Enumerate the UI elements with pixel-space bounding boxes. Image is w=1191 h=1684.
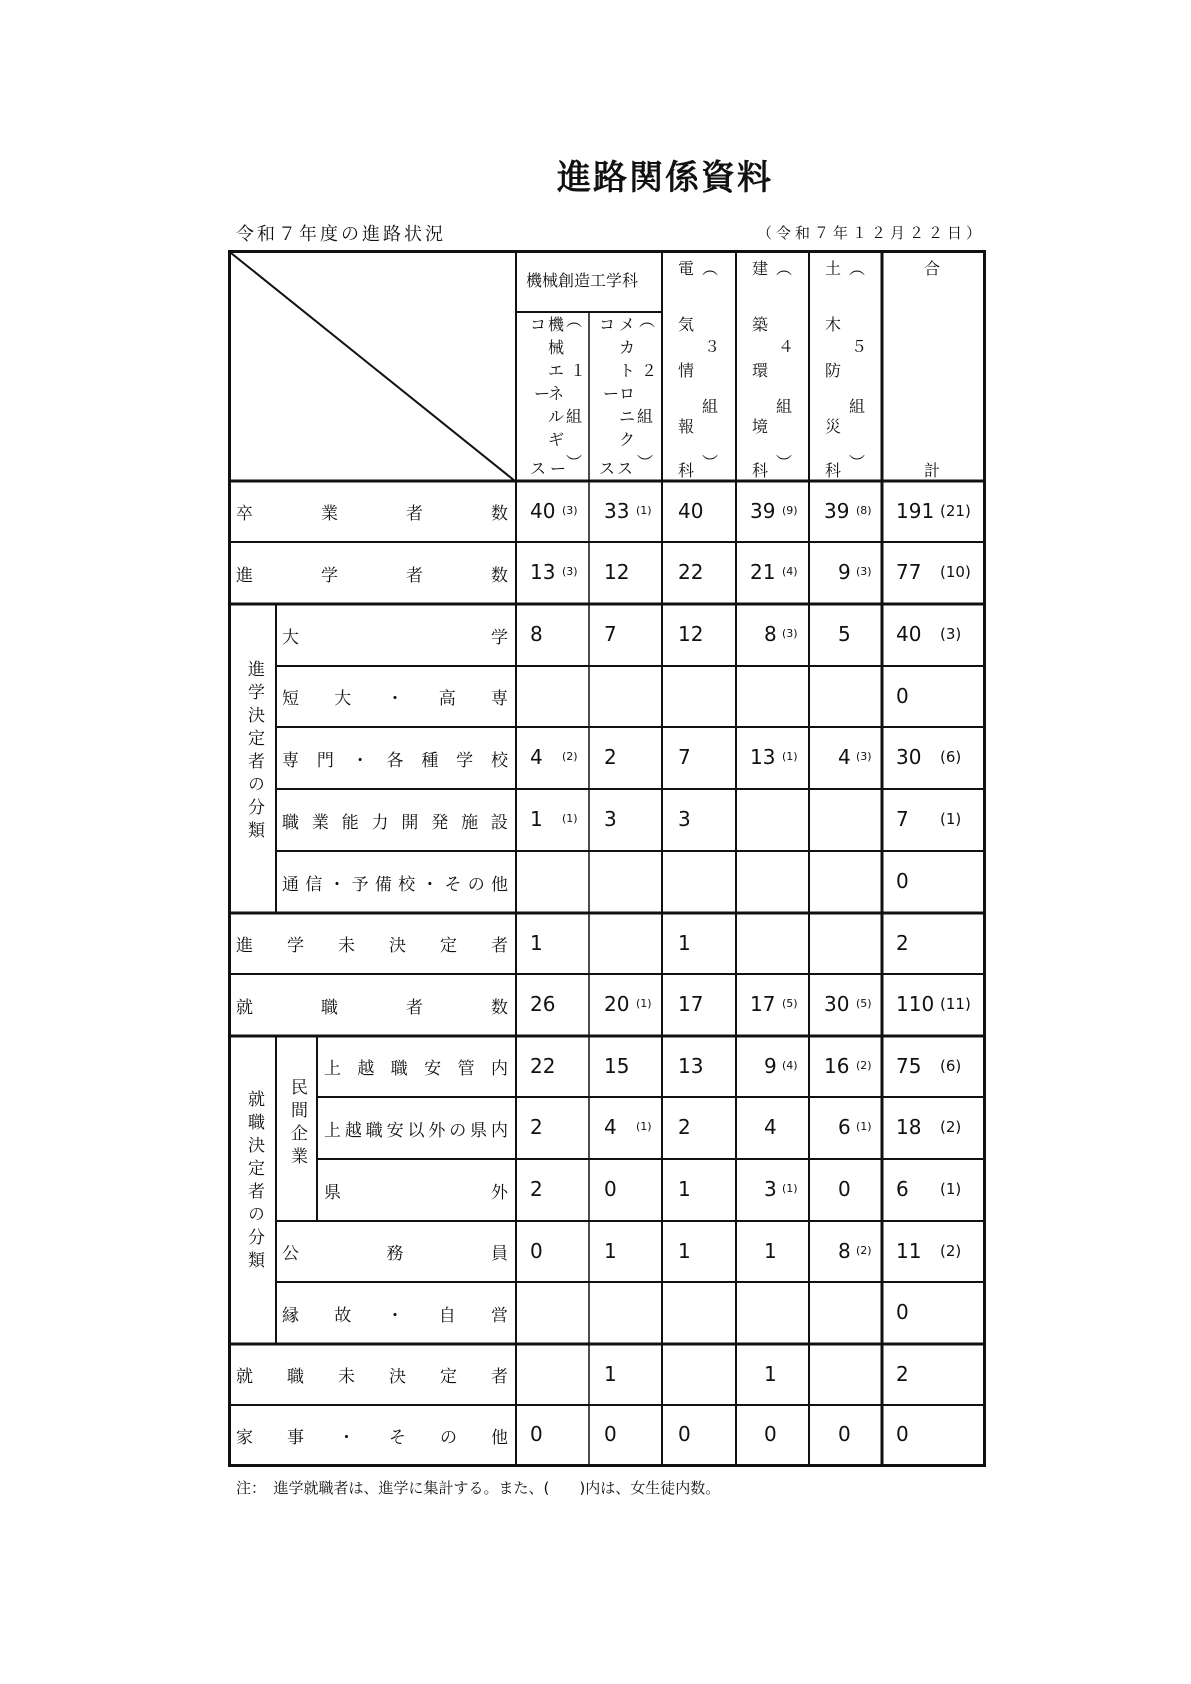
- value-junior-5: 0: [896, 683, 909, 708]
- svg-text:ク: ク: [619, 430, 636, 449]
- label-char: 開: [401, 812, 419, 833]
- value-graduates-3: 39: [750, 498, 776, 523]
- row-label-family: [282, 1282, 508, 1344]
- svg-text:︶: ︶: [702, 453, 719, 472]
- label-char: 数: [491, 565, 508, 586]
- value-home_other-0: 0: [530, 1422, 543, 1446]
- label-char: 進: [236, 565, 253, 586]
- female-count-advancing-3: (4): [782, 565, 798, 578]
- svg-text:︶: ︶: [776, 453, 793, 472]
- female-count-advancing-0: (3): [562, 565, 578, 578]
- female-count-employed-1: (1): [636, 997, 652, 1010]
- label-char: 故: [334, 1305, 352, 1326]
- value-family-5: 0: [896, 1300, 909, 1324]
- value-advancing-4: 9: [838, 560, 851, 584]
- label-char: 員: [491, 1244, 508, 1264]
- label-char: 学: [456, 750, 474, 771]
- label-char: 内: [490, 1059, 508, 1079]
- value-public-5: 11: [896, 1238, 922, 1263]
- svg-text:計: 計: [924, 461, 941, 480]
- label-char: 上: [324, 1120, 341, 1141]
- value-out_pref-3: 3: [764, 1177, 777, 1201]
- col1-header: [522, 312, 586, 488]
- svg-text:木: 木: [825, 315, 842, 334]
- label-char: ・: [386, 1305, 404, 1326]
- svg-text:エ: エ: [548, 361, 565, 380]
- label-char: 専: [491, 689, 508, 709]
- female-count-training-5: (1): [940, 810, 962, 828]
- row-label-emp_undecided: [236, 1344, 508, 1405]
- svg-text:︶: ︶: [637, 453, 654, 472]
- label-char: 進: [236, 936, 253, 956]
- label-char: 校: [398, 874, 416, 895]
- value-other_school-5: 0: [896, 869, 909, 893]
- page-subtitle: 令和７年度の進路状況: [236, 224, 446, 245]
- value-university-0: 8: [530, 622, 543, 646]
- value-out_pref-0: 2: [530, 1177, 543, 1201]
- label-char: 定: [440, 1367, 457, 1387]
- female-count-vocational-3: (1): [782, 750, 798, 763]
- row-label-joetsu: [324, 1036, 508, 1097]
- svg-text:ネ: ネ: [548, 384, 565, 403]
- row-label-out_pref: [324, 1159, 508, 1221]
- svg-text:土: 土: [825, 259, 842, 278]
- label-char: 家: [236, 1427, 253, 1448]
- label-char: 大: [282, 627, 299, 648]
- female-count-university-5: (3): [940, 625, 962, 643]
- value-training-5: 7: [896, 807, 909, 831]
- label-char: 信: [305, 874, 323, 895]
- label-char: 能: [341, 812, 359, 833]
- label-char: 設: [490, 812, 508, 833]
- svg-text:ロ: ロ: [619, 384, 636, 403]
- value-employed-4: 30: [824, 992, 850, 1016]
- svg-text:科: 科: [752, 461, 769, 480]
- total-header: [888, 256, 980, 488]
- value-in_pref-0: 2: [530, 1115, 543, 1139]
- label-char: 門: [316, 750, 334, 771]
- svg-text:気: 気: [678, 315, 695, 334]
- female-count-in_pref-4: (1): [856, 1120, 872, 1133]
- value-vocational-2: 7: [678, 745, 691, 769]
- row-label-graduates: [236, 481, 508, 542]
- col5-header-text: [815, 256, 879, 482]
- value-emp_undecided-1: 1: [604, 1361, 617, 1386]
- row-label-adv_undecided: [236, 913, 508, 974]
- value-employed-0: 26: [530, 992, 556, 1016]
- svg-text:ス: ス: [617, 459, 634, 478]
- label-char: 者: [491, 936, 508, 956]
- svg-text:１: １: [570, 361, 586, 380]
- svg-text:ー: ー: [534, 384, 551, 403]
- value-university-3: 8: [764, 622, 777, 646]
- svg-text:環: 環: [752, 361, 769, 380]
- value-public-1: 1: [604, 1238, 617, 1263]
- svg-text:ギ: ギ: [548, 430, 565, 449]
- row-label-university: [282, 604, 508, 666]
- row-label-home_other: [236, 1405, 508, 1465]
- total-header-text: [888, 256, 980, 482]
- value-public-3: 1: [764, 1238, 777, 1263]
- value-adv_undecided-2: 1: [678, 930, 691, 955]
- label-char: 大: [334, 689, 352, 709]
- svg-text:ス: ス: [530, 459, 547, 478]
- label-char: 者: [406, 997, 423, 1018]
- svg-text:械: 械: [548, 338, 565, 357]
- svg-text:組: 組: [702, 397, 719, 416]
- value-vocational-3: 13: [750, 745, 776, 769]
- page-title: 進路関係資料: [557, 158, 773, 198]
- label-char: ・: [351, 750, 369, 771]
- female-count-vocational-0: (2): [562, 750, 578, 763]
- label-char: 以: [407, 1120, 425, 1141]
- female-count-employed-3: (5): [782, 997, 798, 1010]
- female-count-joetsu-5: (6): [940, 1056, 962, 1075]
- label-char: 外: [491, 1182, 508, 1203]
- emp-classification-label: 就職決定者の分類: [244, 1090, 264, 1274]
- col5-header: [815, 256, 879, 488]
- female-count-training-0: (1): [562, 812, 578, 825]
- value-training-1: 3: [604, 807, 617, 831]
- label-char: 務: [386, 1244, 404, 1264]
- label-char: 決: [389, 1367, 406, 1387]
- value-out_pref-1: 0: [604, 1177, 617, 1201]
- value-in_pref-1: 4: [604, 1115, 617, 1139]
- svg-text:カ: カ: [619, 338, 636, 357]
- value-home_other-4: 0: [838, 1422, 851, 1446]
- svg-text:ル: ル: [548, 407, 565, 426]
- value-home_other-3: 0: [764, 1422, 777, 1446]
- label-char: 数: [491, 997, 508, 1018]
- svg-text:コ: コ: [530, 315, 547, 334]
- value-vocational-1: 2: [604, 745, 617, 769]
- label-char: 高: [438, 689, 456, 709]
- label-char: 県: [324, 1182, 341, 1203]
- label-char: 公: [282, 1244, 299, 1264]
- value-vocational-4: 4: [838, 745, 851, 769]
- female-count-in_pref-5: (2): [940, 1118, 962, 1136]
- label-char: 学: [287, 936, 304, 956]
- value-in_pref-5: 18: [896, 1115, 922, 1139]
- label-char: 専: [282, 750, 299, 771]
- label-char: 者: [491, 1367, 508, 1387]
- value-out_pref-4: 0: [838, 1177, 851, 1201]
- value-advancing-2: 22: [678, 560, 704, 584]
- value-public-0: 0: [530, 1238, 543, 1263]
- value-training-0: 1: [530, 807, 543, 831]
- col4-header-text: [742, 256, 806, 482]
- female-count-employed-4: (5): [856, 997, 872, 1010]
- svg-text:４: ４: [778, 337, 795, 356]
- label-char: ・: [338, 1427, 355, 1448]
- report-date: （令和７年１２月２２日）: [757, 224, 986, 242]
- footnote: 注： 進学就職者は、進学に集計する。また、( )内は、女生徒内数。: [236, 1479, 721, 1497]
- female-count-university-3: (3): [782, 627, 798, 640]
- col2-header: [595, 312, 659, 488]
- label-char: 職: [287, 1367, 304, 1387]
- svg-text:５: ５: [851, 337, 868, 356]
- label-char: 通: [282, 874, 299, 895]
- svg-text:︵: ︵: [566, 312, 583, 330]
- svg-text:３: ３: [704, 337, 721, 356]
- value-graduates-0: 40: [530, 498, 556, 523]
- value-home_other-2: 0: [678, 1422, 691, 1446]
- label-char: 施: [461, 812, 479, 833]
- dept-group-header: 機械創造工学科: [526, 271, 639, 290]
- label-char: 卒: [236, 504, 253, 524]
- value-graduates-4: 39: [824, 498, 850, 523]
- label-char: 内: [491, 1120, 508, 1141]
- value-vocational-5: 30: [896, 745, 922, 769]
- svg-text:ト: ト: [619, 361, 636, 380]
- label-char: 短: [282, 689, 299, 709]
- value-adv_undecided-5: 2: [896, 930, 909, 955]
- label-char: 備: [374, 874, 392, 895]
- female-count-joetsu-4: (2): [856, 1058, 872, 1072]
- female-count-vocational-5: (6): [940, 748, 962, 766]
- svg-text:機: 機: [548, 315, 565, 334]
- svg-text:組: 組: [849, 397, 866, 416]
- svg-text:合: 合: [924, 259, 941, 278]
- label-char: 自: [438, 1305, 456, 1326]
- value-vocational-0: 4: [530, 745, 543, 769]
- col1-header-text: [522, 312, 586, 482]
- svg-text:科: 科: [825, 461, 842, 480]
- svg-text:︵: ︵: [702, 259, 719, 278]
- row-label-in_pref: [324, 1097, 508, 1159]
- label-char: の: [449, 1120, 467, 1141]
- value-home_other-5: 0: [896, 1422, 909, 1446]
- value-university-2: 12: [678, 622, 704, 646]
- svg-text:メ: メ: [619, 315, 636, 334]
- value-employed-3: 17: [750, 992, 776, 1016]
- female-count-employed-5: (11): [940, 995, 971, 1013]
- label-char: の: [440, 1427, 457, 1448]
- value-in_pref-3: 4: [764, 1115, 777, 1139]
- svg-text:情: 情: [678, 361, 695, 380]
- row-label-public: [282, 1221, 508, 1282]
- female-count-public-5: (2): [940, 1241, 962, 1260]
- label-char: 就: [236, 1367, 253, 1387]
- value-home_other-1: 0: [604, 1422, 617, 1446]
- value-employed-2: 17: [678, 992, 704, 1016]
- label-char: 予: [351, 874, 369, 895]
- female-count-advancing-5: (10): [940, 563, 971, 581]
- label-char: ・: [386, 689, 404, 709]
- value-joetsu-4: 16: [824, 1053, 850, 1078]
- label-char: 職: [321, 997, 338, 1018]
- value-employed-1: 20: [604, 992, 630, 1016]
- svg-text:ー: ー: [603, 384, 620, 403]
- label-char: 県: [470, 1120, 488, 1141]
- label-char: 者: [406, 565, 423, 586]
- female-count-out_pref-5: (1): [940, 1180, 962, 1198]
- value-graduates-5: 191: [896, 498, 935, 523]
- svg-text:︶: ︶: [566, 453, 583, 472]
- label-char: 外: [428, 1120, 446, 1141]
- label-char: 未: [338, 1367, 355, 1387]
- label-char: 越: [344, 1120, 362, 1141]
- label-char: 業: [321, 504, 338, 524]
- row-label-employed: [236, 974, 508, 1036]
- value-advancing-1: 12: [604, 560, 630, 584]
- female-count-public-4: (2): [856, 1243, 872, 1257]
- value-public-4: 8: [838, 1238, 851, 1263]
- svg-text:︵: ︵: [776, 259, 793, 278]
- col3-header-text: [668, 256, 732, 482]
- svg-text:ー: ー: [550, 459, 567, 478]
- label-char: 職: [390, 1059, 408, 1079]
- female-count-out_pref-3: (1): [782, 1182, 798, 1195]
- label-char: 他: [491, 1427, 508, 1448]
- value-adv_undecided-0: 1: [530, 930, 543, 955]
- value-out_pref-5: 6: [896, 1177, 909, 1201]
- value-graduates-1: 33: [604, 498, 630, 523]
- row-label-other_school: [282, 851, 508, 913]
- svg-text:建: 建: [752, 259, 769, 278]
- label-char: そ: [389, 1427, 406, 1448]
- value-advancing-3: 21: [750, 560, 776, 584]
- female-count-graduates-1: (1): [636, 503, 652, 517]
- label-char: 他: [490, 874, 508, 895]
- label-char: 各: [386, 750, 404, 771]
- value-emp_undecided-3: 1: [764, 1361, 777, 1386]
- label-char: 校: [490, 750, 508, 771]
- value-advancing-5: 77: [896, 560, 922, 584]
- value-employed-5: 110: [896, 992, 935, 1016]
- label-char: 定: [440, 936, 457, 956]
- female-count-advancing-4: (3): [856, 565, 872, 578]
- value-university-5: 40: [896, 622, 922, 646]
- adv-classification-label: 進学決定者の分類: [244, 660, 264, 844]
- label-char: ・: [421, 874, 439, 895]
- value-in_pref-2: 2: [678, 1115, 691, 1139]
- svg-text:防: 防: [825, 361, 842, 380]
- col3-header: [668, 256, 732, 488]
- label-char: 学: [321, 565, 338, 586]
- row-label-vocational: [282, 727, 508, 789]
- svg-text:組: 組: [566, 407, 583, 426]
- label-char: 力: [371, 812, 389, 833]
- row-label-training: [282, 789, 508, 851]
- label-char: 営: [491, 1305, 508, 1326]
- female-count-graduates-3: (9): [782, 503, 798, 517]
- label-char: 安: [424, 1059, 442, 1079]
- value-public-2: 1: [678, 1238, 691, 1263]
- label-char: 縁: [282, 1305, 299, 1326]
- label-char: 越: [357, 1059, 375, 1079]
- value-training-2: 3: [678, 807, 691, 831]
- svg-text:︵: ︵: [849, 259, 866, 278]
- svg-text:組: 組: [776, 397, 793, 416]
- svg-text:組: 組: [637, 407, 654, 426]
- svg-text:２: ２: [641, 361, 658, 380]
- label-char: 職: [282, 812, 299, 833]
- label-char: 業: [311, 812, 329, 833]
- svg-text:電: 電: [678, 259, 695, 278]
- label-char: ・: [328, 874, 346, 895]
- row-label-advancing: [236, 542, 508, 604]
- label-char: 管: [457, 1059, 475, 1079]
- label-char: 決: [389, 936, 406, 956]
- label-char: 学: [491, 627, 508, 648]
- value-university-4: 5: [838, 622, 851, 646]
- female-count-in_pref-1: (1): [636, 1120, 652, 1133]
- value-joetsu-5: 75: [896, 1053, 922, 1078]
- svg-text:科: 科: [678, 461, 695, 480]
- label-char: そ: [444, 874, 462, 895]
- value-university-1: 7: [604, 622, 617, 646]
- label-char: 種: [421, 750, 439, 771]
- svg-text:築: 築: [752, 315, 769, 334]
- label-char: 就: [236, 997, 253, 1018]
- value-joetsu-2: 13: [678, 1053, 704, 1078]
- svg-text:災: 災: [825, 417, 842, 436]
- svg-text:報: 報: [678, 417, 695, 436]
- label-char: 発: [431, 812, 449, 833]
- label-char: の: [467, 874, 485, 895]
- value-joetsu-3: 9: [764, 1053, 777, 1078]
- col2-header-text: [595, 312, 659, 482]
- label-char: 安: [386, 1120, 404, 1141]
- label-char: 未: [338, 936, 355, 956]
- svg-text:境: 境: [752, 417, 769, 436]
- svg-text:ス: ス: [599, 459, 616, 478]
- col4-header: [742, 256, 806, 488]
- female-count-graduates-4: (8): [856, 503, 872, 517]
- value-in_pref-4: 6: [838, 1115, 851, 1139]
- svg-text:ニ: ニ: [619, 407, 636, 426]
- female-count-graduates-5: (21): [940, 501, 971, 520]
- value-advancing-0: 13: [530, 560, 556, 584]
- label-char: 職: [365, 1120, 383, 1141]
- value-out_pref-2: 1: [678, 1177, 691, 1201]
- value-emp_undecided-5: 2: [896, 1361, 909, 1386]
- private-company-label: 民間企業: [287, 1078, 307, 1170]
- female-count-joetsu-3: (4): [782, 1058, 798, 1072]
- value-joetsu-0: 22: [530, 1053, 556, 1078]
- female-count-vocational-4: (3): [856, 750, 872, 763]
- label-char: 数: [491, 504, 508, 524]
- label-char: 者: [406, 504, 423, 524]
- female-count-graduates-0: (3): [562, 503, 578, 517]
- svg-text:︵: ︵: [639, 312, 656, 330]
- label-char: 上: [324, 1059, 341, 1079]
- svg-text:︶: ︶: [849, 453, 866, 472]
- value-graduates-2: 40: [678, 498, 704, 523]
- svg-text:コ: コ: [599, 315, 616, 334]
- value-joetsu-1: 15: [604, 1053, 630, 1078]
- label-char: 事: [287, 1427, 304, 1448]
- row-label-junior: [282, 666, 508, 727]
